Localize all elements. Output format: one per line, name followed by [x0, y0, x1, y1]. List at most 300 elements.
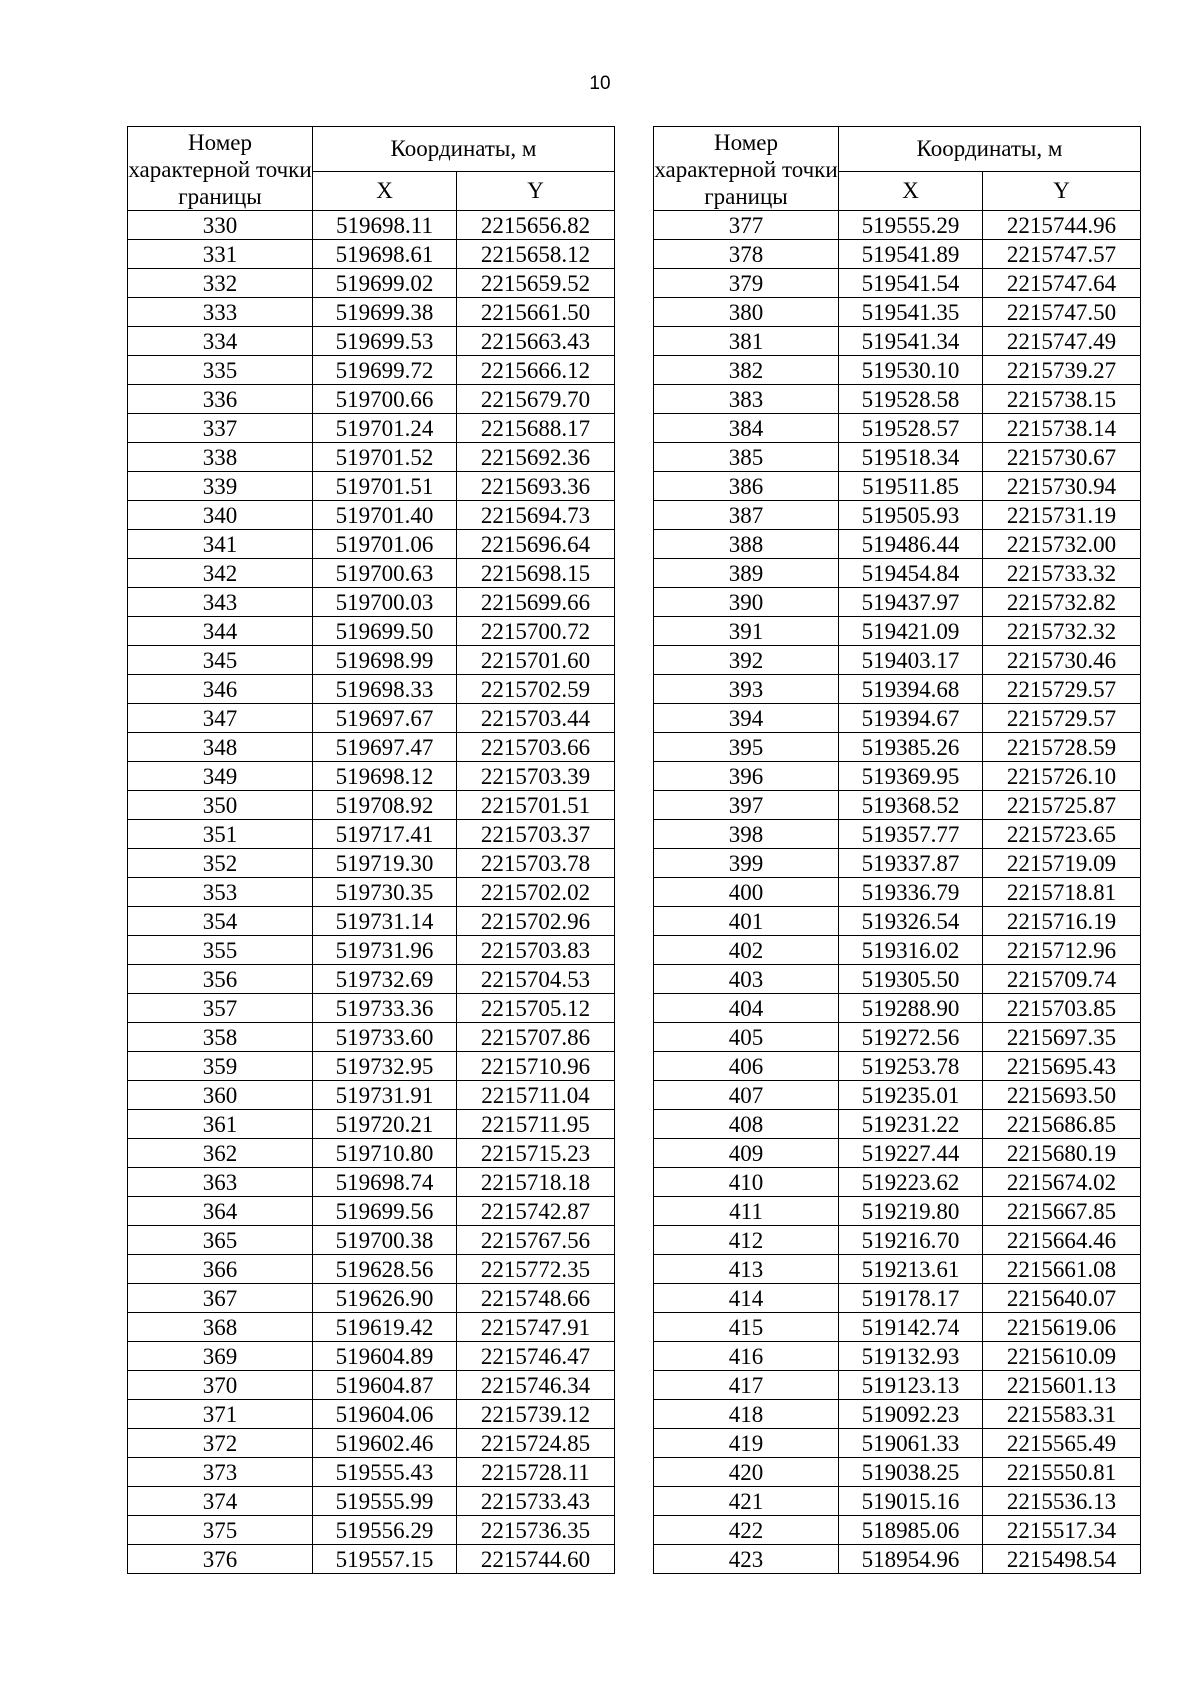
x-coordinate-cell: 519730.35	[313, 878, 457, 907]
table-row	[654, 414, 1141, 443]
table-row	[128, 820, 615, 849]
x-coordinate-cell: 519604.87	[313, 1371, 457, 1400]
y-coordinate-cell: 2215711.95	[457, 1110, 615, 1139]
x-coordinate-cell: 519421.09	[839, 617, 983, 646]
y-coordinate-cell: 2215723.65	[983, 820, 1141, 849]
y-coordinate-cell: 2215610.09	[983, 1342, 1141, 1371]
x-coordinate-cell: 519123.13	[839, 1371, 983, 1400]
y-coordinate-cell: 2215733.32	[983, 559, 1141, 588]
y-coordinate-cell: 2215695.43	[983, 1052, 1141, 1081]
table-row	[128, 1371, 615, 1400]
point-number-cell: 338	[128, 443, 313, 472]
point-number-cell: 361	[128, 1110, 313, 1139]
point-number-cell: 355	[128, 936, 313, 965]
table-row	[654, 356, 1141, 385]
y-coordinate-cell: 2215772.35	[457, 1255, 615, 1284]
x-coordinate-cell: 519357.77	[839, 820, 983, 849]
point-number-cell: 399	[654, 849, 839, 878]
x-coordinate-cell: 519305.50	[839, 965, 983, 994]
y-coordinate-cell: 2215583.31	[983, 1400, 1141, 1429]
table-row	[654, 1516, 1141, 1545]
table-row	[654, 327, 1141, 356]
table-row	[654, 936, 1141, 965]
table-row	[128, 1023, 615, 1052]
y-coordinate-cell: 2215694.73	[457, 501, 615, 530]
y-coordinate-cell: 2215748.66	[457, 1284, 615, 1313]
point-number-cell: 334	[128, 327, 313, 356]
point-number-header: Номер характерной точки границы	[128, 127, 313, 211]
point-number-cell: 372	[128, 1429, 313, 1458]
table-row	[654, 530, 1141, 559]
x-coordinate-cell: 519700.38	[313, 1226, 457, 1255]
x-coordinate-cell: 519038.25	[839, 1458, 983, 1487]
point-number-cell: 336	[128, 385, 313, 414]
table-row	[128, 1255, 615, 1284]
table-row	[654, 269, 1141, 298]
table-row	[654, 646, 1141, 675]
point-number-cell: 366	[128, 1255, 313, 1284]
x-coordinate-cell: 519530.10	[839, 356, 983, 385]
y-coordinate-cell: 2215686.85	[983, 1110, 1141, 1139]
x-coordinate-cell: 519699.38	[313, 298, 457, 327]
x-coordinate-cell: 519733.36	[313, 994, 457, 1023]
point-number-cell: 354	[128, 907, 313, 936]
y-coordinate-cell: 2215661.50	[457, 298, 615, 327]
y-coordinate-cell: 2215666.12	[457, 356, 615, 385]
y-coordinate-cell: 2215718.18	[457, 1168, 615, 1197]
table-row	[654, 1197, 1141, 1226]
point-number-cell: 373	[128, 1458, 313, 1487]
point-number-cell: 349	[128, 762, 313, 791]
point-number-cell: 408	[654, 1110, 839, 1139]
y-coordinate-cell: 2215742.87	[457, 1197, 615, 1226]
y-coordinate-cell: 2215712.96	[983, 936, 1141, 965]
y-coordinate-cell: 2215674.02	[983, 1168, 1141, 1197]
coordinates-header: Координаты, м	[839, 127, 1141, 172]
x-coordinate-cell: 519541.89	[839, 240, 983, 269]
table-row	[128, 327, 615, 356]
x-coordinate-cell: 519731.91	[313, 1081, 457, 1110]
point-number-cell: 337	[128, 414, 313, 443]
x-coordinate-cell: 519015.16	[839, 1487, 983, 1516]
y-coordinate-cell: 2215703.44	[457, 704, 615, 733]
point-number-cell: 332	[128, 269, 313, 298]
y-coordinate-cell: 2215707.86	[457, 1023, 615, 1052]
y-coordinate-cell: 2215565.49	[983, 1429, 1141, 1458]
point-number-cell: 347	[128, 704, 313, 733]
y-coordinate-cell: 2215659.52	[457, 269, 615, 298]
x-coordinate-cell: 519555.99	[313, 1487, 457, 1516]
y-coordinate-cell: 2215664.46	[983, 1226, 1141, 1255]
x-coordinate-cell: 519337.87	[839, 849, 983, 878]
table-row	[128, 1458, 615, 1487]
y-coordinate-cell: 2215732.32	[983, 617, 1141, 646]
table-row	[128, 849, 615, 878]
x-coordinate-cell: 519626.90	[313, 1284, 457, 1313]
x-coordinate-cell: 519701.51	[313, 472, 457, 501]
table-row	[128, 1110, 615, 1139]
x-coordinate-cell: 519326.54	[839, 907, 983, 936]
coordinates-header: Координаты, м	[313, 127, 615, 172]
x-coordinate-cell: 519556.29	[313, 1516, 457, 1545]
table-row	[128, 646, 615, 675]
y-coordinate-cell: 2215738.15	[983, 385, 1141, 414]
table-row	[128, 965, 615, 994]
y-coordinate-cell: 2215746.47	[457, 1342, 615, 1371]
table-row	[128, 1197, 615, 1226]
point-number-cell: 335	[128, 356, 313, 385]
table-row	[654, 791, 1141, 820]
point-number-cell: 339	[128, 472, 313, 501]
table-row	[654, 385, 1141, 414]
table-row	[128, 356, 615, 385]
y-coordinate-cell: 2215703.83	[457, 936, 615, 965]
point-number-cell: 344	[128, 617, 313, 646]
x-coordinate-cell: 519708.92	[313, 791, 457, 820]
y-coordinate-cell: 2215744.96	[983, 211, 1141, 240]
point-number-cell: 358	[128, 1023, 313, 1052]
table-row	[654, 1139, 1141, 1168]
table-row	[128, 443, 615, 472]
point-number-cell: 385	[654, 443, 839, 472]
table-row	[128, 1429, 615, 1458]
y-coordinate-cell: 2215699.66	[457, 588, 615, 617]
x-coordinate-cell: 519731.96	[313, 936, 457, 965]
y-coordinate-cell: 2215697.35	[983, 1023, 1141, 1052]
y-coordinate-cell: 2215693.50	[983, 1081, 1141, 1110]
x-coordinate-cell: 519227.44	[839, 1139, 983, 1168]
y-coordinate-cell: 2215696.64	[457, 530, 615, 559]
y-coordinate-cell: 2215711.04	[457, 1081, 615, 1110]
x-coordinate-cell: 519454.84	[839, 559, 983, 588]
y-coordinate-cell: 2215747.57	[983, 240, 1141, 269]
table-row	[654, 1458, 1141, 1487]
x-coordinate-cell: 519385.26	[839, 733, 983, 762]
point-number-cell: 411	[654, 1197, 839, 1226]
table-row	[654, 617, 1141, 646]
table-row	[128, 762, 615, 791]
point-number-cell: 389	[654, 559, 839, 588]
y-coordinate-cell: 2215693.36	[457, 472, 615, 501]
x-coordinate-cell: 519142.74	[839, 1313, 983, 1342]
x-coordinate-cell: 519528.57	[839, 414, 983, 443]
point-number-cell: 330	[128, 211, 313, 240]
y-coordinate-cell: 2215728.11	[457, 1458, 615, 1487]
point-number-cell: 376	[128, 1545, 313, 1574]
table-row	[128, 878, 615, 907]
point-number-cell: 363	[128, 1168, 313, 1197]
point-number-cell: 398	[654, 820, 839, 849]
table-row	[128, 1284, 615, 1313]
x-coordinate-cell: 519368.52	[839, 791, 983, 820]
point-number-cell: 360	[128, 1081, 313, 1110]
point-number-cell: 381	[654, 327, 839, 356]
x-coordinate-cell: 519604.89	[313, 1342, 457, 1371]
point-number-cell: 406	[654, 1052, 839, 1081]
x-coordinate-cell: 519698.74	[313, 1168, 457, 1197]
point-number-cell: 371	[128, 1400, 313, 1429]
x-coordinate-cell: 519178.17	[839, 1284, 983, 1313]
point-number-cell: 367	[128, 1284, 313, 1313]
y-coordinate-cell: 2215705.12	[457, 994, 615, 1023]
x-coordinate-cell: 519541.54	[839, 269, 983, 298]
x-header: X	[839, 172, 983, 211]
x-coordinate-cell: 519699.53	[313, 327, 457, 356]
x-coordinate-cell: 519628.56	[313, 1255, 457, 1284]
x-coordinate-cell: 519092.23	[839, 1400, 983, 1429]
point-number-cell: 383	[654, 385, 839, 414]
x-coordinate-cell: 519231.22	[839, 1110, 983, 1139]
coordinates-table-left	[127, 126, 615, 1574]
x-coordinate-cell: 519272.56	[839, 1023, 983, 1052]
table-row	[654, 472, 1141, 501]
table-row	[128, 1081, 615, 1110]
point-number-cell: 402	[654, 936, 839, 965]
y-coordinate-cell: 2215679.70	[457, 385, 615, 414]
table-row	[128, 733, 615, 762]
table-row	[128, 1313, 615, 1342]
table-row	[654, 443, 1141, 472]
x-coordinate-cell: 519732.95	[313, 1052, 457, 1081]
point-number-cell: 418	[654, 1400, 839, 1429]
y-coordinate-cell: 2215702.96	[457, 907, 615, 936]
x-coordinate-cell: 519701.24	[313, 414, 457, 443]
point-number-cell: 365	[128, 1226, 313, 1255]
y-coordinate-cell: 2215729.57	[983, 704, 1141, 733]
table-row	[654, 1429, 1141, 1458]
point-number-cell: 341	[128, 530, 313, 559]
point-number-cell: 394	[654, 704, 839, 733]
y-coordinate-cell: 2215739.12	[457, 1400, 615, 1429]
x-coordinate-cell: 519505.93	[839, 501, 983, 530]
y-coordinate-cell: 2215746.34	[457, 1371, 615, 1400]
y-coordinate-cell: 2215656.82	[457, 211, 615, 240]
x-coordinate-cell: 519369.95	[839, 762, 983, 791]
table-row	[128, 211, 615, 240]
x-coordinate-cell: 519219.80	[839, 1197, 983, 1226]
table-row	[654, 849, 1141, 878]
x-coordinate-cell: 519700.63	[313, 559, 457, 588]
x-coordinate-cell: 519698.33	[313, 675, 457, 704]
y-coordinate-cell: 2215716.19	[983, 907, 1141, 936]
table-row	[128, 994, 615, 1023]
x-coordinate-cell: 519698.99	[313, 646, 457, 675]
point-number-cell: 405	[654, 1023, 839, 1052]
x-coordinate-cell: 519235.01	[839, 1081, 983, 1110]
x-coordinate-cell: 519403.17	[839, 646, 983, 675]
x-coordinate-cell: 519699.56	[313, 1197, 457, 1226]
x-coordinate-cell: 519619.42	[313, 1313, 457, 1342]
y-coordinate-cell: 2215767.56	[457, 1226, 615, 1255]
table-row	[128, 1052, 615, 1081]
y-coordinate-cell: 2215517.34	[983, 1516, 1141, 1545]
y-coordinate-cell: 2215724.85	[457, 1429, 615, 1458]
table-row	[128, 559, 615, 588]
y-coordinate-cell: 2215732.82	[983, 588, 1141, 617]
point-number-cell: 417	[654, 1371, 839, 1400]
point-number-cell: 333	[128, 298, 313, 327]
point-number-cell: 382	[654, 356, 839, 385]
y-coordinate-cell: 2215658.12	[457, 240, 615, 269]
table-row	[128, 414, 615, 443]
y-coordinate-cell: 2215498.54	[983, 1545, 1141, 1574]
table-row	[128, 791, 615, 820]
x-coordinate-cell: 519061.33	[839, 1429, 983, 1458]
y-coordinate-cell: 2215701.51	[457, 791, 615, 820]
x-coordinate-cell: 519699.50	[313, 617, 457, 646]
point-number-cell: 359	[128, 1052, 313, 1081]
y-coordinate-cell: 2215729.57	[983, 675, 1141, 704]
table-row	[128, 501, 615, 530]
table-row	[654, 1487, 1141, 1516]
table-row	[654, 298, 1141, 327]
y-coordinate-cell: 2215698.15	[457, 559, 615, 588]
table-row	[654, 907, 1141, 936]
y-coordinate-cell: 2215730.94	[983, 472, 1141, 501]
table-row	[654, 675, 1141, 704]
table-row	[654, 559, 1141, 588]
x-coordinate-cell: 519555.29	[839, 211, 983, 240]
x-coordinate-cell: 519253.78	[839, 1052, 983, 1081]
x-coordinate-cell: 519699.02	[313, 269, 457, 298]
x-coordinate-cell: 519700.03	[313, 588, 457, 617]
point-number-cell: 351	[128, 820, 313, 849]
y-coordinate-cell: 2215704.53	[457, 965, 615, 994]
x-coordinate-cell: 519733.60	[313, 1023, 457, 1052]
y-coordinate-cell: 2215747.49	[983, 327, 1141, 356]
table-row	[654, 762, 1141, 791]
table-row	[128, 240, 615, 269]
table-row	[128, 936, 615, 965]
point-number-cell: 388	[654, 530, 839, 559]
point-number-cell: 343	[128, 588, 313, 617]
y-coordinate-cell: 2215680.19	[983, 1139, 1141, 1168]
table-row	[654, 588, 1141, 617]
x-coordinate-cell: 519316.02	[839, 936, 983, 965]
point-number-cell: 414	[654, 1284, 839, 1313]
y-coordinate-cell: 2215747.64	[983, 269, 1141, 298]
x-coordinate-cell: 519216.70	[839, 1226, 983, 1255]
point-number-cell: 393	[654, 675, 839, 704]
point-number-cell: 384	[654, 414, 839, 443]
point-number-cell: 404	[654, 994, 839, 1023]
x-coordinate-cell: 519698.11	[313, 211, 457, 240]
point-number-cell: 392	[654, 646, 839, 675]
page-number: 10	[589, 73, 611, 94]
x-coordinate-cell: 519699.72	[313, 356, 457, 385]
table-row	[654, 1313, 1141, 1342]
x-coordinate-cell: 519701.52	[313, 443, 457, 472]
point-number-cell: 407	[654, 1081, 839, 1110]
table-row	[654, 1371, 1141, 1400]
point-number-cell: 362	[128, 1139, 313, 1168]
x-coordinate-cell: 519717.41	[313, 820, 457, 849]
point-number-cell: 401	[654, 907, 839, 936]
y-coordinate-cell: 2215688.17	[457, 414, 615, 443]
y-coordinate-cell: 2215663.43	[457, 327, 615, 356]
table-row	[654, 1342, 1141, 1371]
x-coordinate-cell: 519223.62	[839, 1168, 983, 1197]
point-number-cell: 374	[128, 1487, 313, 1516]
y-coordinate-cell: 2215667.85	[983, 1197, 1141, 1226]
x-coordinate-cell: 519336.79	[839, 878, 983, 907]
x-coordinate-cell: 519602.46	[313, 1429, 457, 1458]
x-coordinate-cell: 519437.97	[839, 588, 983, 617]
point-number-cell: 391	[654, 617, 839, 646]
point-number-cell: 380	[654, 298, 839, 327]
x-coordinate-cell: 519720.21	[313, 1110, 457, 1139]
point-number-cell: 331	[128, 240, 313, 269]
y-coordinate-cell: 2215702.02	[457, 878, 615, 907]
table-row	[128, 588, 615, 617]
y-coordinate-cell: 2215730.67	[983, 443, 1141, 472]
y-coordinate-cell: 2215703.78	[457, 849, 615, 878]
y-coordinate-cell: 2215703.37	[457, 820, 615, 849]
table-row	[128, 907, 615, 936]
y-coordinate-cell: 2215702.59	[457, 675, 615, 704]
y-coordinate-cell: 2215692.36	[457, 443, 615, 472]
x-coordinate-cell: 519541.35	[839, 298, 983, 327]
point-number-cell: 350	[128, 791, 313, 820]
table-row	[654, 1255, 1141, 1284]
table-row	[128, 1400, 615, 1429]
point-number-cell: 375	[128, 1516, 313, 1545]
table-row	[654, 1400, 1141, 1429]
y-coordinate-cell: 2215728.59	[983, 733, 1141, 762]
x-coordinate-cell: 519604.06	[313, 1400, 457, 1429]
x-coordinate-cell: 519518.34	[839, 443, 983, 472]
x-coordinate-cell: 519719.30	[313, 849, 457, 878]
point-number-cell: 396	[654, 762, 839, 791]
point-number-cell: 364	[128, 1197, 313, 1226]
table-row	[654, 1168, 1141, 1197]
y-header: Y	[457, 172, 615, 211]
y-coordinate-cell: 2215601.13	[983, 1371, 1141, 1400]
y-coordinate-cell: 2215738.14	[983, 414, 1141, 443]
x-coordinate-cell: 519701.40	[313, 501, 457, 530]
x-coordinate-cell: 519731.14	[313, 907, 457, 936]
x-coordinate-cell: 519700.66	[313, 385, 457, 414]
point-number-cell: 387	[654, 501, 839, 530]
y-coordinate-cell: 2215536.13	[983, 1487, 1141, 1516]
y-coordinate-cell: 2215730.46	[983, 646, 1141, 675]
table-row	[128, 385, 615, 414]
x-coordinate-cell: 519710.80	[313, 1139, 457, 1168]
table-row	[128, 1545, 615, 1574]
table-row	[128, 269, 615, 298]
y-coordinate-cell: 2215744.60	[457, 1545, 615, 1574]
point-number-cell: 420	[654, 1458, 839, 1487]
point-number-cell: 412	[654, 1226, 839, 1255]
x-coordinate-cell: 519288.90	[839, 994, 983, 1023]
table-row	[128, 675, 615, 704]
x-coordinate-cell: 519511.85	[839, 472, 983, 501]
y-coordinate-cell: 2215719.09	[983, 849, 1141, 878]
y-coordinate-cell: 2215736.35	[457, 1516, 615, 1545]
point-number-cell: 397	[654, 791, 839, 820]
y-coordinate-cell: 2215709.74	[983, 965, 1141, 994]
y-coordinate-cell: 2215732.00	[983, 530, 1141, 559]
y-coordinate-cell: 2215619.06	[983, 1313, 1141, 1342]
x-coordinate-cell: 519132.93	[839, 1342, 983, 1371]
table-row	[654, 1081, 1141, 1110]
table-row	[128, 1168, 615, 1197]
y-coordinate-cell: 2215703.39	[457, 762, 615, 791]
x-coordinate-cell: 519555.43	[313, 1458, 457, 1487]
y-coordinate-cell: 2215715.23	[457, 1139, 615, 1168]
point-number-cell: 353	[128, 878, 313, 907]
table-row	[654, 1545, 1141, 1574]
